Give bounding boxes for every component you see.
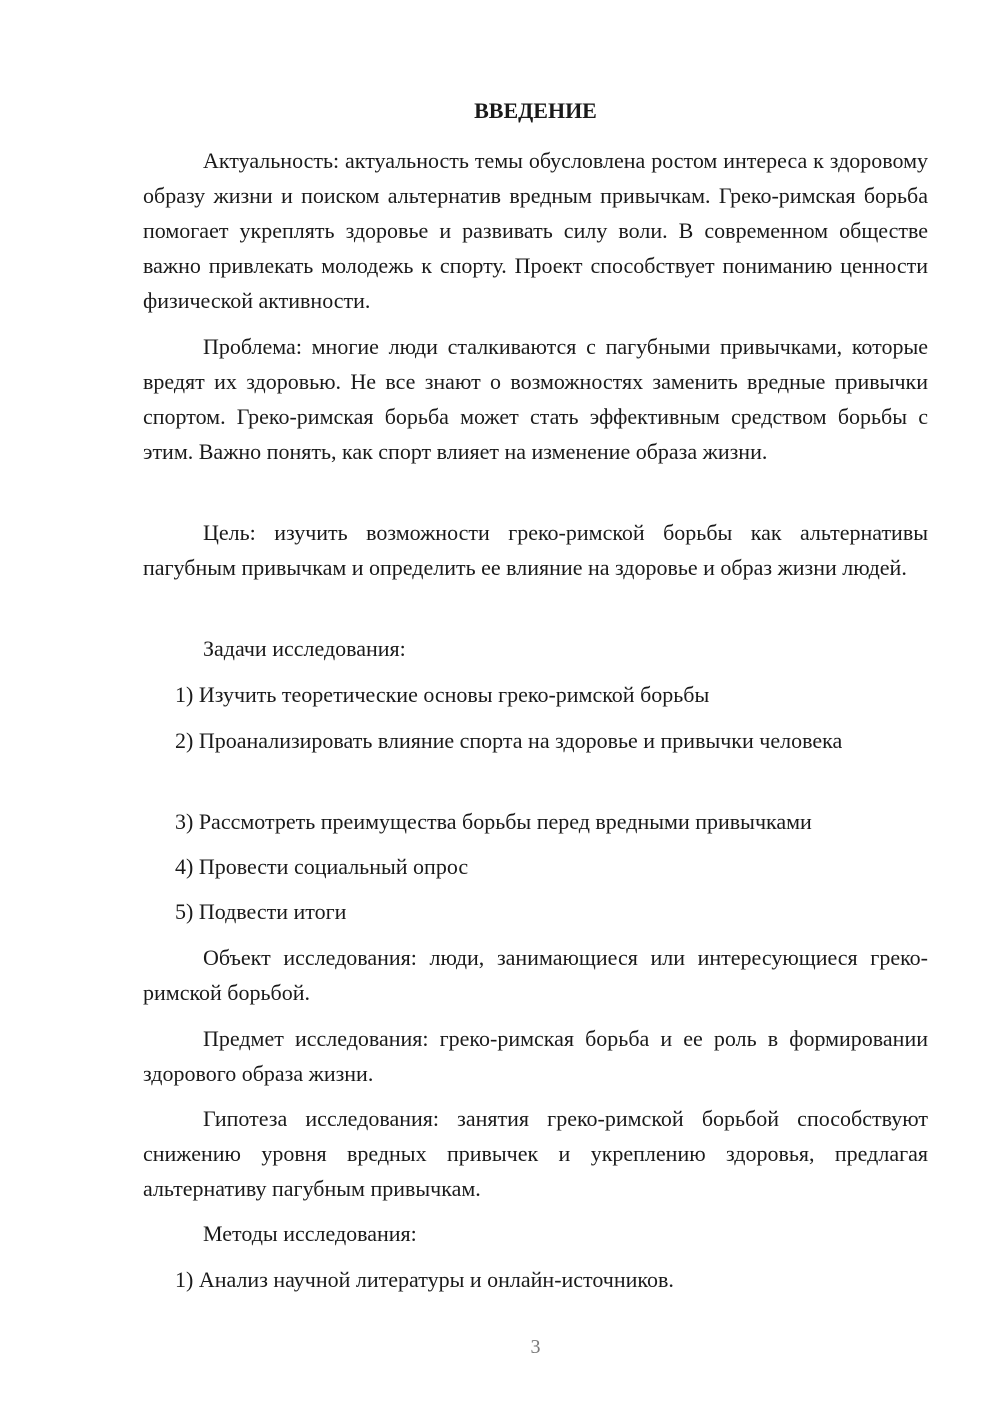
task-item-1: 1) Изучить теоретические основы греко-римской борьбы <box>175 682 710 707</box>
document-page <box>143 0 928 1414</box>
methods-heading: Методы исследования: <box>203 1221 417 1246</box>
task-item-2: 2) Проанализировать влияние спорта на здоровье и привычки человека <box>175 728 843 753</box>
subject-paragraph: Предмет исследования: греко-римская борьба и ее роль в формировании здорового образа жизни. <box>143 1026 928 1086</box>
task-item-5: 5) Подвести итоги <box>175 899 347 924</box>
relevance-paragraph: Актуальность: актуальность темы обусловлена ростом интереса к здоровому образу жизни и поиском альтернатив вредным привычкам. Греко-римская борьба помогает укреплять здоровье и развивать силу воли. В современном обществе важно привлекать молодежь к спорту. Проект способствует пониманию ценности физической активности. <box>143 148 928 313</box>
section-title: ВВЕДЕНИЕ <box>474 98 597 123</box>
goal-paragraph: Цель: изучить возможности греко-римской борьбы как альтернативы пагубным привычкам и определить ее влияние на здоровье и образ жизни людей. <box>143 520 928 580</box>
task-item-4: 4) Провести социальный опрос <box>175 854 469 879</box>
task-item-3: 3) Рассмотреть преимущества борьбы перед вредными привычками <box>175 809 812 834</box>
tasks-heading: Задачи исследования: <box>203 636 406 661</box>
hypothesis-paragraph: Гипотеза исследования: занятия греко-римской борьбой способствуют снижению уровня вредных привычек и укреплению здоровья, предлагая альтернативу пагубным привычкам. <box>143 1106 928 1201</box>
page-number: 3 <box>530 1336 541 1358</box>
object-paragraph: Объект исследования: люди, занимающиеся или интересующиеся греко-римской борьбой. <box>143 945 928 1005</box>
problem-paragraph: Проблема: многие люди сталкиваются с пагубными привычками, которые вредят их здоровью. Не все знают о возможностях заменить вредные привычки спортом. Греко-римская борьба может стать эффективным средством борьбы с этим. Важно понять, как спорт влияет на изменение образа жизни. <box>143 334 928 464</box>
method-item-1: 1) Анализ научной литературы и онлайн-источников. <box>175 1267 674 1292</box>
